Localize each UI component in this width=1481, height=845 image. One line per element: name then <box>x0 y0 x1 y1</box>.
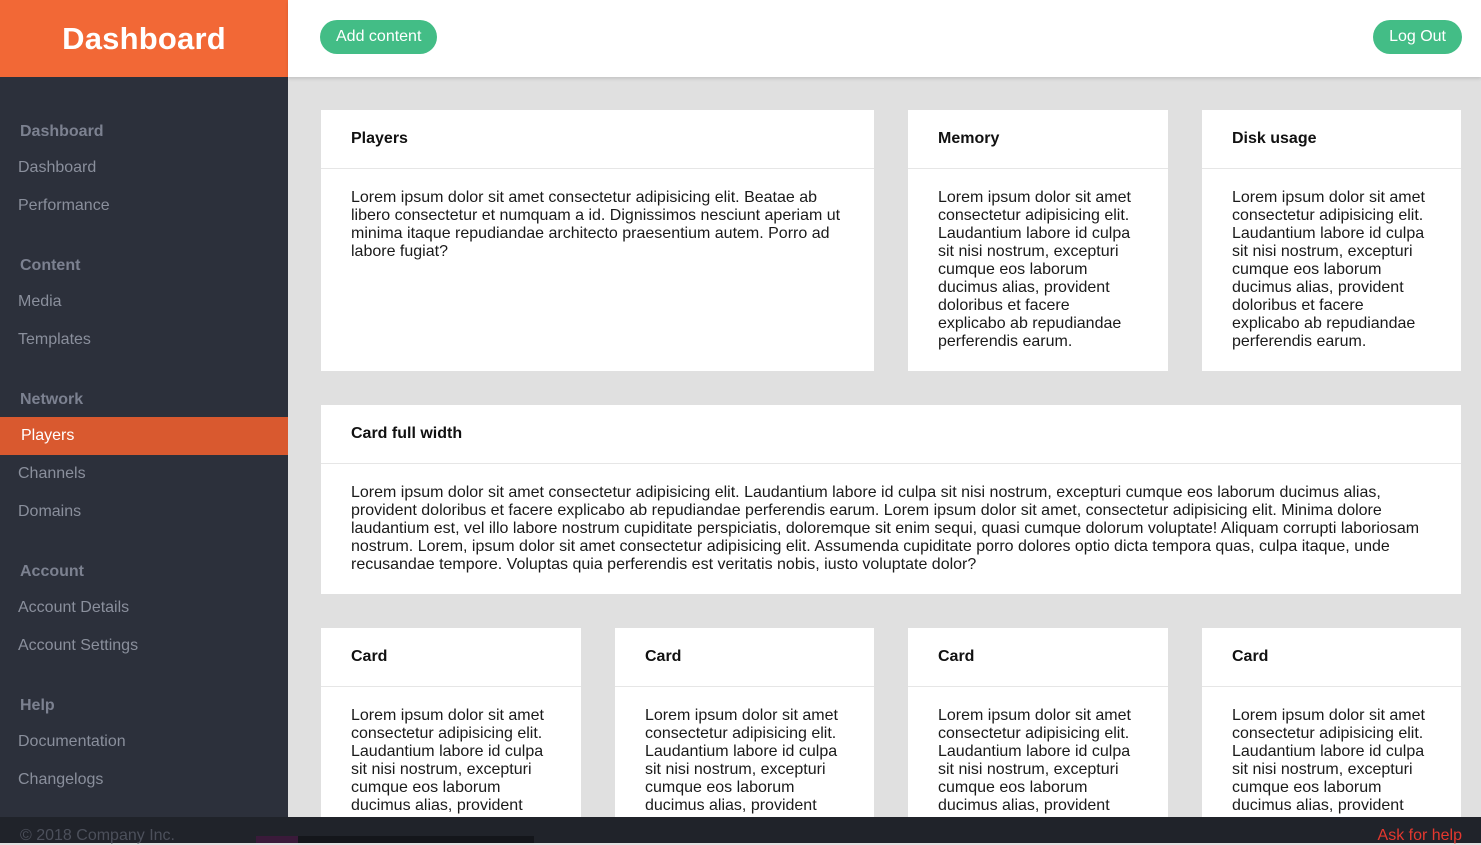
logout-button[interactable]: Log Out <box>1373 20 1462 54</box>
sidebar-item-dashboard[interactable]: Dashboard <box>18 159 97 176</box>
card-players <box>321 110 874 371</box>
sidebar-item-channels[interactable]: Channels <box>18 465 86 482</box>
card-small-2 <box>615 628 874 817</box>
card-title: Card full width <box>321 405 1461 464</box>
nav-heading-dashboard: Dashboard <box>20 123 104 140</box>
card-body: Lorem ipsum dolor sit amet consectetur adipisicing elit. Laudantium labore id culpa sit nisi nostrum, excepturi cumque eos laborum ducimus alias, provident doloribus et facere explicabo ab repudiandae perferendis earum. <box>938 189 1131 350</box>
nav-group-account <box>0 553 288 665</box>
sidebar-nav <box>0 77 288 799</box>
sidebar-item-media[interactable]: Media <box>18 293 62 310</box>
nav-heading-network: Network <box>20 391 84 408</box>
nav-heading-help: Help <box>20 697 55 714</box>
sidebar-item-documentation[interactable]: Documentation <box>18 733 126 750</box>
sidebar-item-performance[interactable]: Performance <box>18 197 110 214</box>
footer <box>0 817 1481 843</box>
card-body: Lorem ipsum dolor sit amet consectetur adipisicing elit. Laudantium labore id culpa sit nisi nostrum, excepturi cumque eos laborum ducimus alias, provident <box>351 707 544 814</box>
nav-group-content <box>0 247 288 359</box>
sidebar-item-domains[interactable]: Domains <box>18 503 82 520</box>
sidebar-item-account-details[interactable]: Account Details <box>18 599 130 616</box>
card-small-4 <box>1202 628 1461 817</box>
card-body: Lorem ipsum dolor sit amet consectetur adipisicing elit. Laudantium labore id culpa sit nisi nostrum, excepturi cumque eos laborum ducimus alias, provident <box>1232 707 1425 814</box>
card-body: Lorem ipsum dolor sit amet consectetur adipisicing elit. Laudantium labore id culpa sit nisi nostrum, excepturi cumque eos laborum ducimus alias, provident <box>645 707 838 814</box>
footer-progress-fill <box>256 836 298 843</box>
card-title: Card <box>1202 628 1461 687</box>
ask-for-help-link[interactable]: Ask for help <box>1377 827 1462 844</box>
card-title: Players <box>321 110 874 169</box>
card-body: Lorem ipsum dolor sit amet consectetur adipisicing elit. Laudantium labore id culpa sit nisi nostrum, excepturi cumque eos laborum ducimus alias, provident doloribus et facere explicabo ab repudiandae perferendis earum. Lorem ipsum dolor sit amet, consectetur adipisicing elit. Minima dolore laudantium est, vel illo labore nostrum cupiditate perspiciatis, doloremque sit enim sequi, quasi cumque dolorum voluptate! Aliquam corrupti laboriosam nostrum. Lorem, ipsum dolor sit amet consectetur adipisicing elit. Assumenda cupiditate porro dolores optio dicta tempora quas, culpa itaque, unde recusandae tempore. Voluptas quia perferendis est veritatis nobis, iusto voluptate dolor? <box>351 484 1420 573</box>
card-body: Lorem ipsum dolor sit amet consectetur adipisicing elit. Laudantium labore id culpa sit nisi nostrum, excepturi cumque eos laborum ducimus alias, provident doloribus et facere explicabo ab repudiandae perferendis earum. <box>1232 189 1425 350</box>
topbar <box>288 0 1481 77</box>
nav-group-dashboard <box>0 113 288 225</box>
sidebar-item-templates[interactable]: Templates <box>18 331 91 348</box>
sidebar-item-players[interactable]: Players <box>0 417 288 455</box>
add-content-button[interactable]: Add content <box>320 20 437 54</box>
nav-group-help <box>0 687 288 799</box>
nav-heading-content: Content <box>20 257 81 274</box>
footer-progress-bar <box>256 836 534 843</box>
nav-group-network <box>0 381 288 531</box>
card-title: Card <box>321 628 581 687</box>
card-title: Card <box>615 628 874 687</box>
card-title: Memory <box>908 110 1168 169</box>
card-small-3 <box>908 628 1168 817</box>
sidebar <box>0 0 288 817</box>
card-small-1 <box>321 628 581 817</box>
card-memory <box>908 110 1168 371</box>
brand-title[interactable]: Dashboard <box>0 0 288 77</box>
card-body: Lorem ipsum dolor sit amet consectetur adipisicing elit. Laudantium labore id culpa sit nisi nostrum, excepturi cumque eos laborum ducimus alias, provident <box>938 707 1131 814</box>
card-title: Card <box>908 628 1168 687</box>
card-disk-usage <box>1202 110 1461 371</box>
nav-heading-account: Account <box>20 563 84 580</box>
footer-copyright: © 2018 Company Inc. <box>20 827 175 844</box>
sidebar-item-account-settings[interactable]: Account Settings <box>18 637 139 654</box>
card-body: Lorem ipsum dolor sit amet consectetur adipisicing elit. Beatae ab libero consectetur et numquam a id. Dignissimos nesciunt aperiam ut minima itaque repudiandae architecto praesentium autem. Porro ad labore fugiat? <box>351 189 841 260</box>
card-title: Disk usage <box>1202 110 1461 169</box>
card-full-width <box>321 405 1461 594</box>
sidebar-item-changelogs[interactable]: Changelogs <box>18 771 104 788</box>
